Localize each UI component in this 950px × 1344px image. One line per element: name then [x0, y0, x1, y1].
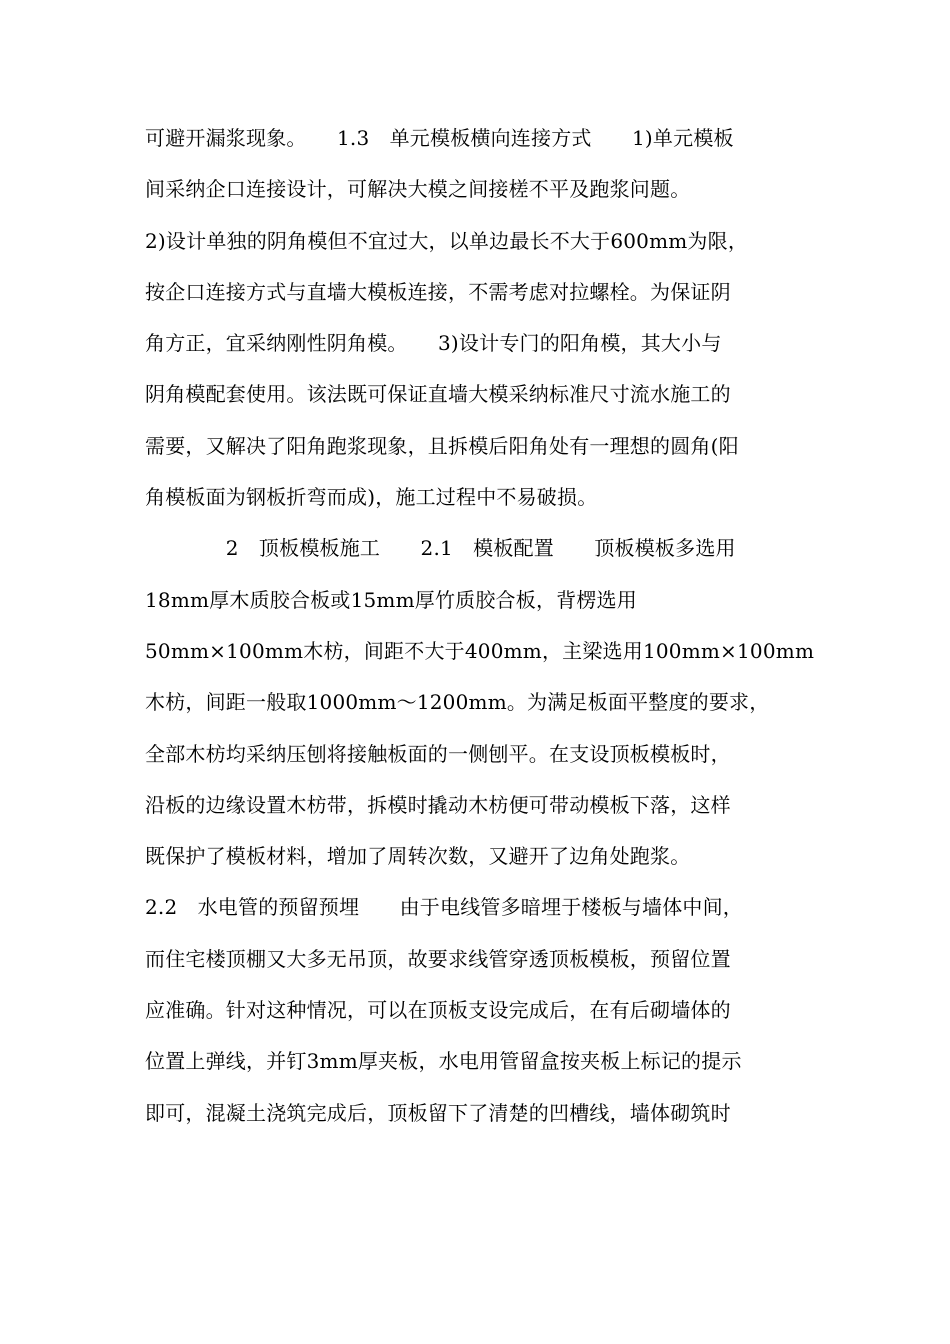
text-line: 全部木枋均采纳压刨将接触板面的一侧刨平。在支设顶板模板时， [145, 741, 731, 766]
text-line: 2)设计单独的阴角模但不宜过大，以单边最长不大于600mm为限， [145, 228, 749, 253]
text-line: 角模板面为钢板折弯而成)，施工过程中不易破损。 [145, 485, 598, 510]
text-line: 角方正，宜采纳刚性阴角模。 3)设计专门的阳角模，其大小与 [145, 331, 722, 356]
text-line: 间采纳企口连接设计，可解决大模之间接槎不平及跑浆问题。 [145, 177, 691, 202]
text-line: 木枋，间距一般取1000mm～1200mm。为满足板面平整度的要求， [145, 690, 770, 715]
text-line: 既保护了模板材料，增加了周转次数，又避开了边角处跑浆。 [145, 844, 691, 869]
text-line: 50mm×100mm木枋，间距不大于400mm，主梁选用100mm×100mm [145, 638, 815, 663]
text-line: 2.2 水电管的预留预埋 由于电线管多暗埋于楼板与墙体中间， [145, 895, 744, 920]
text-line: 位置上弹线，并钉3mm厚夹板，水电用管留盒按夹板上标记的提示 [145, 1049, 742, 1074]
text-line: 可避开漏浆现象。 1.3 单元模板横向连接方式 1)单元模板 [145, 126, 734, 150]
text-line: 应准确。针对这种情况，可以在顶板支设完成后，在有后砌墙体的 [145, 998, 731, 1023]
text-line: 阴角模配套使用。该法既可保证直墙大模采纳标准尺寸流水施工的 [145, 382, 731, 407]
text-line: 需要，又解决了阳角跑浆现象，且拆模后阳角处有一理想的圆角(阳 [145, 433, 739, 458]
text-line: 即可，混凝土浇筑完成后，顶板留下了清楚的凹槽线，墙体砌筑时 [145, 1100, 731, 1125]
text-line: 按企口连接方式与直墙大模板连接，不需考虑对拉螺栓。为保证阴 [145, 279, 731, 304]
text-line: 而住宅楼顶棚又大多无吊顶，故要求线管穿透顶板模板，预留位置 [145, 946, 731, 971]
text-line: 2 顶板模板施工 2.1 模板配置 顶板模板多选用 [145, 536, 736, 561]
text-line: 18mm厚木质胶合板或15mm厚竹质胶合板，背楞选用 [145, 587, 637, 612]
text-line: 沿板的边缘设置木枋带，拆模时撬动木枋便可带动模板下落，这样 [145, 792, 731, 817]
document-body [145, 116, 815, 1142]
